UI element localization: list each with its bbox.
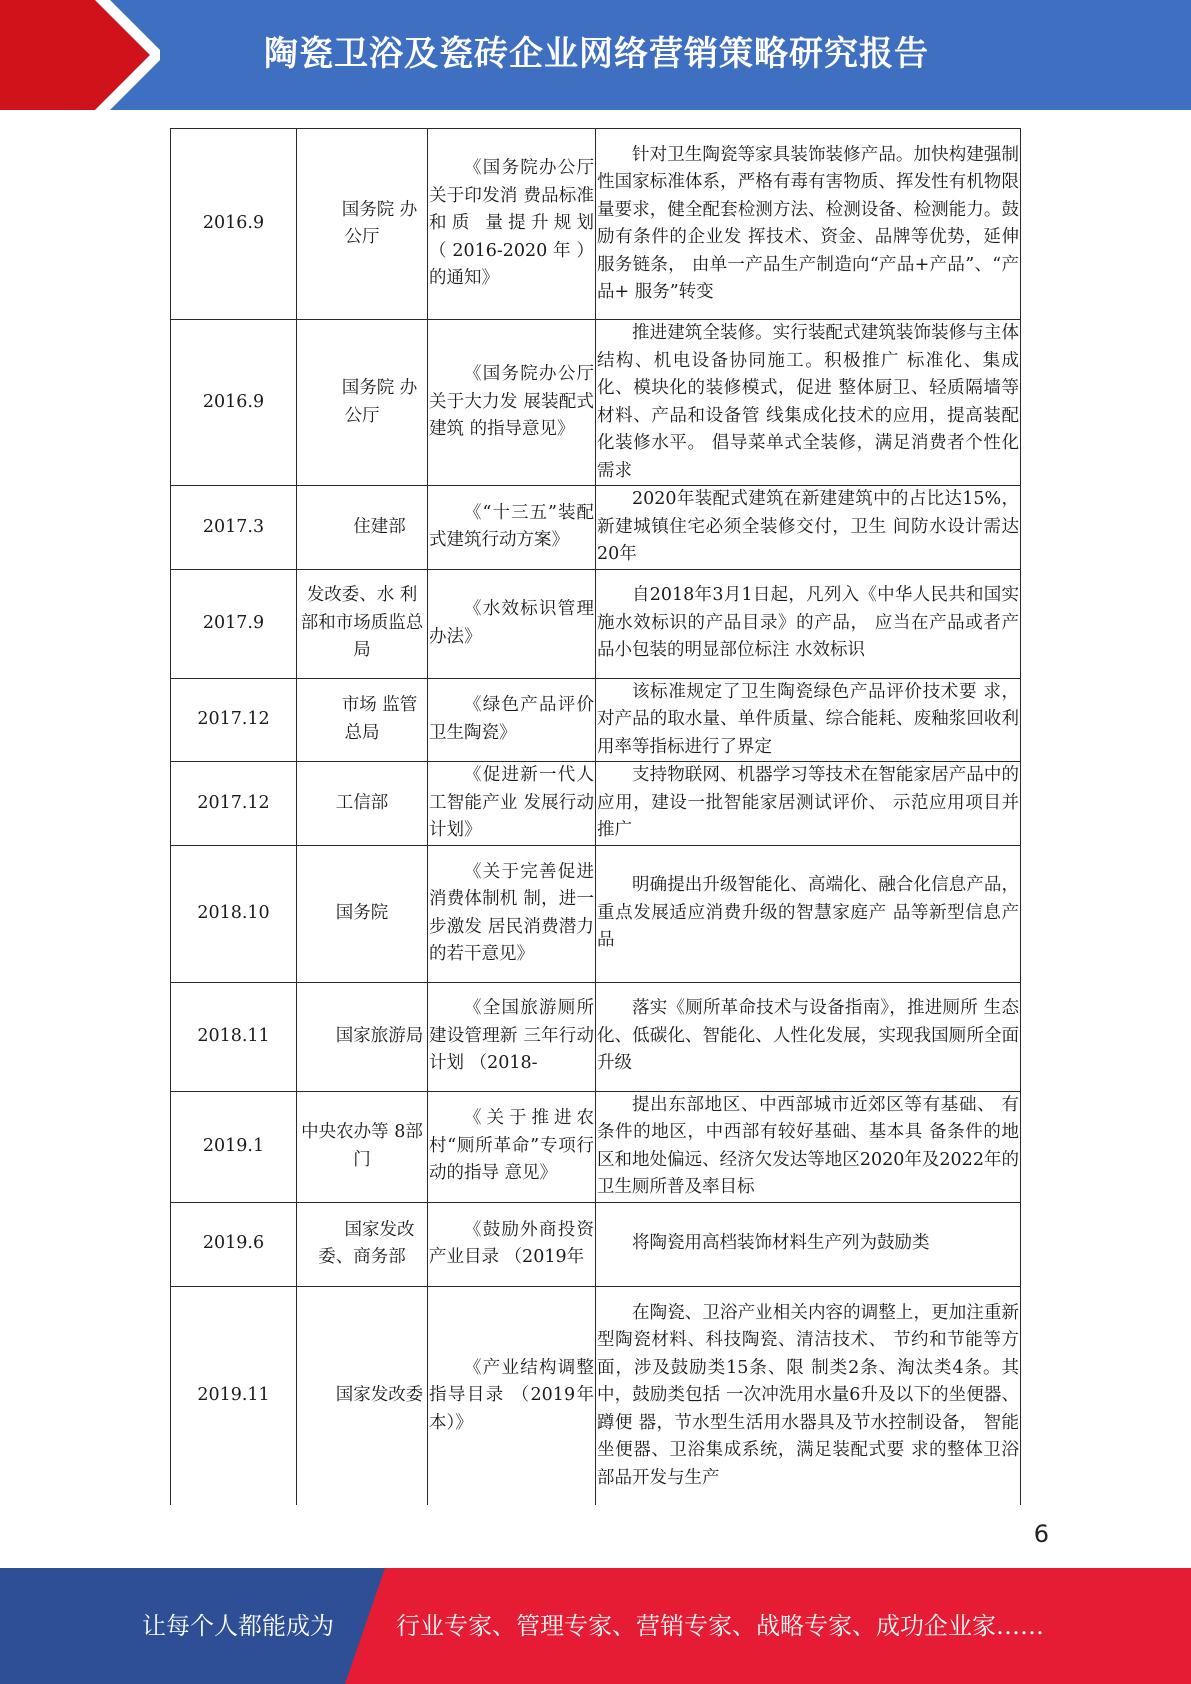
content-text: 明确提出升级智能化、高端化、融合化信息产品，重点发展适应消费升级的智慧家庭产 品等新型信息产品 xyxy=(597,875,1019,951)
department-cell xyxy=(297,1091,428,1202)
footer-band xyxy=(0,1568,1191,1684)
content-text: 落实《厕所革命技术与设备指南》，推进厕所 生态化、低碳化、智能化、人性化发展，实现我国厕所全面升级 xyxy=(597,998,1019,1074)
date-cell: 2016.9 xyxy=(171,320,297,486)
table-row xyxy=(171,129,1021,320)
chevron-arrow-icon xyxy=(0,0,160,110)
department-cell xyxy=(297,1202,428,1286)
department-text: 国务院 办公厅 xyxy=(341,199,418,247)
content-text: 推进建筑全装修。实行装配式建筑装饰装修与主体结构、机电设备协同施工。积极推广 标准化、集成化、模块化的装修模式，促进 整体厨卫、轻质隔墙等材料、产品和设备管 线集成化技术的应用，提高装配化装修水平。 倡导菜单式全装修，满足消费者个性化需求 xyxy=(597,323,1019,481)
department-text: 住建部 xyxy=(353,516,406,537)
document-text: 《鼓励外商投资产业目录 （2019年 xyxy=(429,1219,594,1267)
document-text: 《国务院办公厅关于印发消 费品标准和质 量提升规划 （2016-2020年） 的通知》 xyxy=(429,158,594,289)
content-cell xyxy=(596,982,1021,1091)
department-cell xyxy=(297,129,428,320)
department-cell xyxy=(297,845,428,982)
table-row xyxy=(171,982,1021,1091)
document-text: 《关于完善促进消费体制机 制，进一步激发 居民消费潜力 的若干意见》 xyxy=(429,861,594,964)
department-text: 国家发改委 xyxy=(335,1385,424,1405)
document-cell xyxy=(428,569,596,678)
date-cell: 2019.6 xyxy=(171,1202,297,1286)
table-row xyxy=(171,320,1021,486)
content-text: 支持物联网、机器学习等技术在智能家居产品中的应用，建设一批智能家居测试评价、 示范应用项目并推广 xyxy=(597,765,1019,840)
document-cell xyxy=(428,1202,596,1286)
document-cell xyxy=(428,129,596,320)
footer-slogan-left: 让每个人都能成为 xyxy=(142,1612,334,1640)
table-row xyxy=(171,845,1021,982)
department-text: 市场 监管总局 xyxy=(341,695,418,743)
department-cell xyxy=(297,1286,428,1505)
header-banner xyxy=(0,0,1191,110)
content-text: 提出东部地区、中西部城市近郊区等有基础、 有条件的地区，中西部有较好基础、基本具 备条件的地区和地处偏远、经济欠发达等地区2020年及2022年的卫生厕所普及率目标 xyxy=(597,1094,1019,1197)
document-text: 《国务院办公厅关于大力发 展装配式建筑 的指导意见》 xyxy=(429,364,594,440)
document-cell xyxy=(428,845,596,982)
date-cell: 2017.9 xyxy=(171,569,297,678)
department-cell xyxy=(297,982,428,1091)
date-cell: 2018.11 xyxy=(171,982,297,1091)
document-text: 《绿色产品评价卫生陶瓷》 xyxy=(429,695,594,743)
date-cell: 2019.1 xyxy=(171,1091,297,1202)
department-text: 中央农办等 8部门 xyxy=(301,1122,423,1170)
content-text: 自2018年3月1日起，凡列入《中华人民共和国实施水效标识的产品目录》的产品， 应当在产品或者产品小包装的明显部位标注 水效标识 xyxy=(597,585,1019,661)
department-text: 国务院 办公厅 xyxy=(341,378,418,426)
date-cell: 2016.9 xyxy=(171,129,297,320)
content-cell xyxy=(596,320,1021,486)
content-text: 该标准规定了卫生陶瓷绿色产品评价技术要 求，对产品的取水量、单件质量、综合能耗、废釉浆回收利用率等指标进行了界定 xyxy=(597,681,1019,757)
document-cell xyxy=(428,762,596,846)
content-cell xyxy=(596,1286,1021,1505)
content-cell xyxy=(596,129,1021,320)
department-text: 国家发改委、商务部 xyxy=(318,1219,415,1267)
department-text: 发改委、水 利部和市场质监总局 xyxy=(300,585,424,661)
content-text: 针对卫生陶瓷等家具装饰装修产品。加快构建强制性国家标准体系，严格有毒有害物质、挥发性有机物限量要求，健全配套检测方法、检测设备、检测能力。鼓励有条件的企业发 挥技术、资金、品牌等优势，延伸服务链条， 由单一产品生产制造向“产品+产品”、“产品+ 服务”转变 xyxy=(597,144,1019,302)
department-cell xyxy=(297,569,428,678)
footer-slogan-right: 行业专家、管理专家、营销专家、战略专家、成功企业家…… xyxy=(396,1612,1044,1640)
department-text: 国务院 xyxy=(335,902,389,923)
policy-table xyxy=(170,128,1021,1505)
content-text: 2020年装配式建筑在新建建筑中的占比达15%，新建城镇住宅必须全装修交付，卫生 间防水设计需达20年 xyxy=(597,489,1019,564)
date-cell: 2017.3 xyxy=(171,486,297,570)
document-text: 《促进新一代人工智能产业 发展行动计划》 xyxy=(429,765,594,840)
date-cell: 2019.11 xyxy=(171,1286,297,1505)
table-row xyxy=(171,486,1021,570)
department-text: 国家旅游局 xyxy=(335,1025,424,1046)
table-row xyxy=(171,1286,1021,1505)
department-text: 工信部 xyxy=(335,792,389,813)
page-number: 6 xyxy=(1033,1520,1049,1548)
report-title: 陶瓷卫浴及瓷砖企业网络营销策略研究报告 xyxy=(264,34,929,74)
document-text: 《关于推进农村“厕所革命”专项行动的指导 意见》 xyxy=(429,1108,594,1184)
date-cell: 2017.12 xyxy=(171,678,297,762)
department-cell xyxy=(297,320,428,486)
content-cell xyxy=(596,569,1021,678)
content-cell xyxy=(596,1202,1021,1286)
content-text: 在陶瓷、卫浴产业相关内容的调整上，更加注重新型陶瓷材料、科技陶瓷、清洁技术、 节约和节能等方面，涉及鼓励类15条、限 制类2条、淘汰类4条。其中，鼓励类包括 一次冲洗用水量6升及以下的坐便器、蹲便 器，节水型生活用水器具及节水控制设备， 智能坐便器、卫浴集成系统，满足装配式要 求的整体卫浴部品开发与生产 xyxy=(597,1302,1019,1488)
document-cell xyxy=(428,320,596,486)
document-text: 《水效标识管理办法》 xyxy=(429,599,594,647)
table-row xyxy=(171,569,1021,678)
content-cell xyxy=(596,486,1021,570)
table-row xyxy=(171,1091,1021,1202)
content-cell xyxy=(596,678,1021,762)
department-cell xyxy=(297,762,428,846)
document-text: 《产业结构调整指导目录 （2019年本）》 xyxy=(429,1357,594,1433)
table-row xyxy=(171,1202,1021,1286)
department-cell xyxy=(297,486,428,570)
document-text: 《全国旅游厕所建设管理新 三年行动计划 （2018- xyxy=(429,998,594,1074)
document-cell xyxy=(428,1091,596,1202)
content-cell xyxy=(596,845,1021,982)
document-cell xyxy=(428,486,596,570)
document-cell xyxy=(428,678,596,762)
table-row xyxy=(171,678,1021,762)
date-cell: 2017.12 xyxy=(171,762,297,846)
date-cell: 2018.10 xyxy=(171,845,297,982)
document-cell xyxy=(428,982,596,1091)
department-cell xyxy=(297,678,428,762)
content-text: 将陶瓷用高档装饰材料生产列为鼓励类 xyxy=(632,1233,930,1254)
content-cell xyxy=(596,762,1021,846)
content-cell xyxy=(596,1091,1021,1202)
table-row xyxy=(171,762,1021,846)
document-text: 《“十三五”装配 式建筑行动方案》 xyxy=(429,502,594,551)
document-cell xyxy=(428,1286,596,1505)
